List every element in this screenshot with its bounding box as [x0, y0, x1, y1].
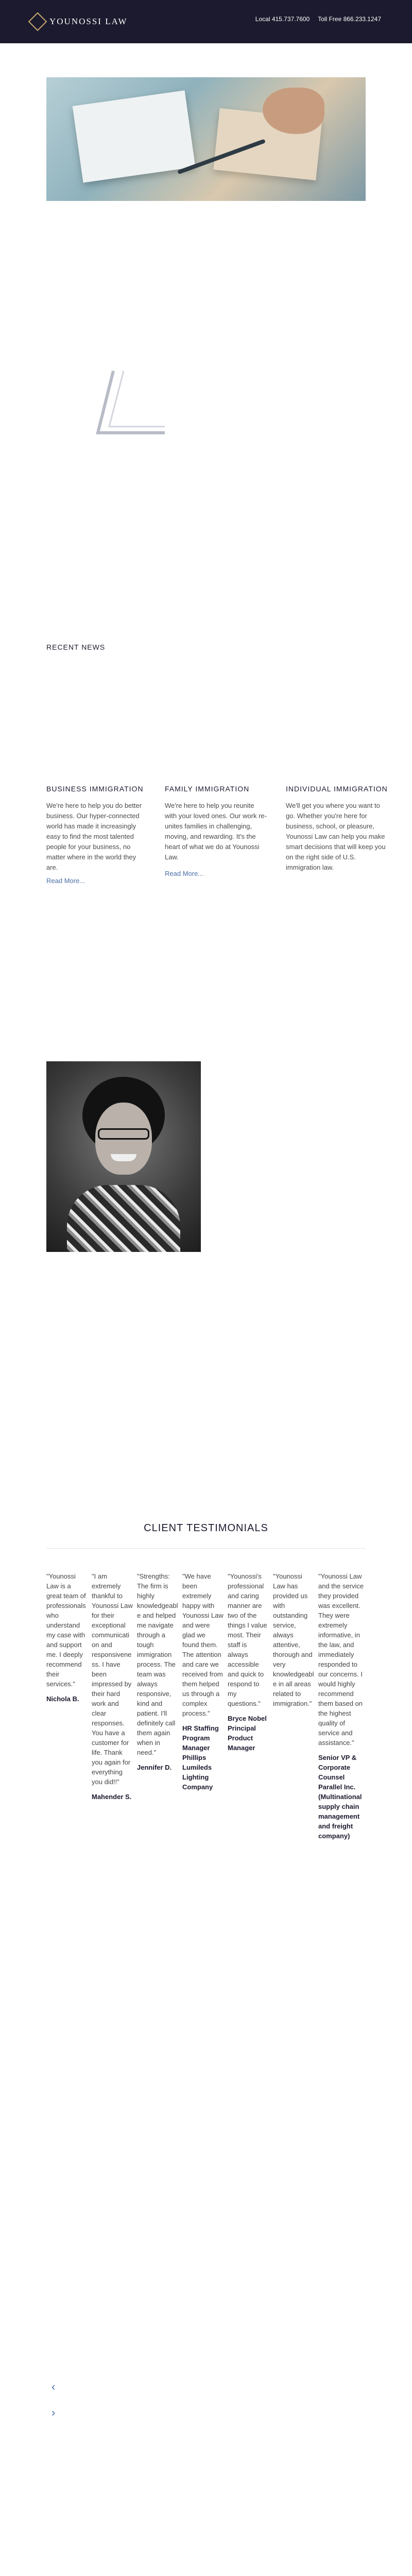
header-phones	[255, 15, 381, 23]
testimonial	[92, 1571, 133, 1802]
practice-card-business	[46, 783, 149, 885]
hero-image	[46, 77, 366, 201]
testimonial	[182, 1571, 224, 1792]
testimonial-author: Nichola B.	[46, 1695, 79, 1703]
read-more-link[interactable]: Read More...	[165, 870, 204, 877]
testimonial-author: HR Staffing Program Manager Phillips Lumileds Lighting Company	[182, 1724, 219, 1791]
carousel-prev-icon[interactable]: ‹	[52, 2380, 56, 2393]
testimonial-author: Bryce Nobel Principal Product Manager	[228, 1715, 267, 1752]
testimonial-author: Senior VP & Corporate Counsel Parallel Inc. (Multinational supply chain management and freight company)	[318, 1754, 362, 1840]
practice-card-title: INDIVIDUAL IMMIGRATION	[286, 785, 388, 793]
testimonial-quote: "Younossi Law and the service they provided was excellent. They were extremely informative, in the law, and immediately responded to our concerns. I would highly recommend them based on the highest quality of service and assistance."	[318, 1572, 364, 1747]
attorney-portrait	[46, 1061, 201, 1252]
read-more-link[interactable]: Read More...	[46, 877, 85, 885]
practice-card-title: BUSINESS IMMIGRATION	[46, 785, 144, 793]
testimonials-heading: CLIENT TESTIMONIALS	[144, 1522, 268, 1534]
testimonial-quote: "We have been extremely happy with Younossi Law and were glad we found them. The attention and care we received from them helped us through a complex process."	[182, 1572, 224, 1717]
carousel-next-icon[interactable]: ›	[52, 2406, 56, 2419]
testimonial-author: Mahender S.	[92, 1793, 132, 1801]
testimonial-quote: "Strengths: The firm is highly knowledgeable and helped me navigate through a tough immigration process. The team was always responsive, kind and patient. I'll definitely call them again when in need."	[137, 1572, 178, 1756]
local-phone-link[interactable]: Local 415.737.7600	[255, 15, 310, 23]
practice-card-body: We're here to help you reunite with your loved ones. Our work re-unites families in challenging, moving, and rewarding. It's the heart of what we do at Younossi Law.	[165, 802, 267, 861]
testimonial	[46, 1571, 88, 1704]
practice-card-title: FAMILY IMMIGRATION	[165, 785, 250, 793]
testimonial	[228, 1571, 269, 1753]
site-header	[0, 0, 412, 43]
toll-free-link[interactable]: Toll Free 866.233.1247	[318, 15, 381, 23]
practice-card-individual	[286, 783, 389, 873]
logo[interactable]	[31, 13, 128, 30]
testimonial-quote: "Younossi Law is a great team of professionals who understand my case with and support me. I deeply recommend their services."	[46, 1572, 86, 1688]
testimonial-quote: "Younossi Law has provided us with outstanding service, always attentive, thorough and very knowledgeable in all areas related to immigration."	[273, 1572, 314, 1707]
testimonial-quote: "Younossi's professional and caring manner are two of the things I value most. Their staff is always accessible and quick to respond to my questions."	[228, 1572, 267, 1707]
testimonial	[137, 1571, 178, 1772]
testimonial	[318, 1571, 365, 1841]
practice-card-body: We'll get you where you want to go. Whether you're here for business, school, or pleasure, Younossi Law can help you make smart decisions that will keep you on the right side of U.S. immigration law.	[286, 802, 386, 871]
practice-card-family	[165, 783, 268, 877]
logo-text: YOUNOSSI LAW	[49, 16, 128, 26]
brand-mark-icon	[77, 361, 180, 459]
testimonial-author: Jennifer D.	[137, 1764, 172, 1771]
recent-news-heading: RECENT NEWS	[46, 643, 106, 651]
testimonial-quote: "I am extremely thankful to Younossi Law for their exceptional communication and responsiveness. I have been impressed by their hard work and clear responses. You have a customer for life. Thank you again for everything you did!!"	[92, 1572, 133, 1786]
logo-mark-icon	[28, 12, 47, 31]
practice-card-body: We're here to help you do better business. Our hyper-connected world has made it increasingly easy to find the most talented people for your business, no matter where in the world they are.	[46, 802, 142, 871]
testimonial	[273, 1571, 314, 1708]
